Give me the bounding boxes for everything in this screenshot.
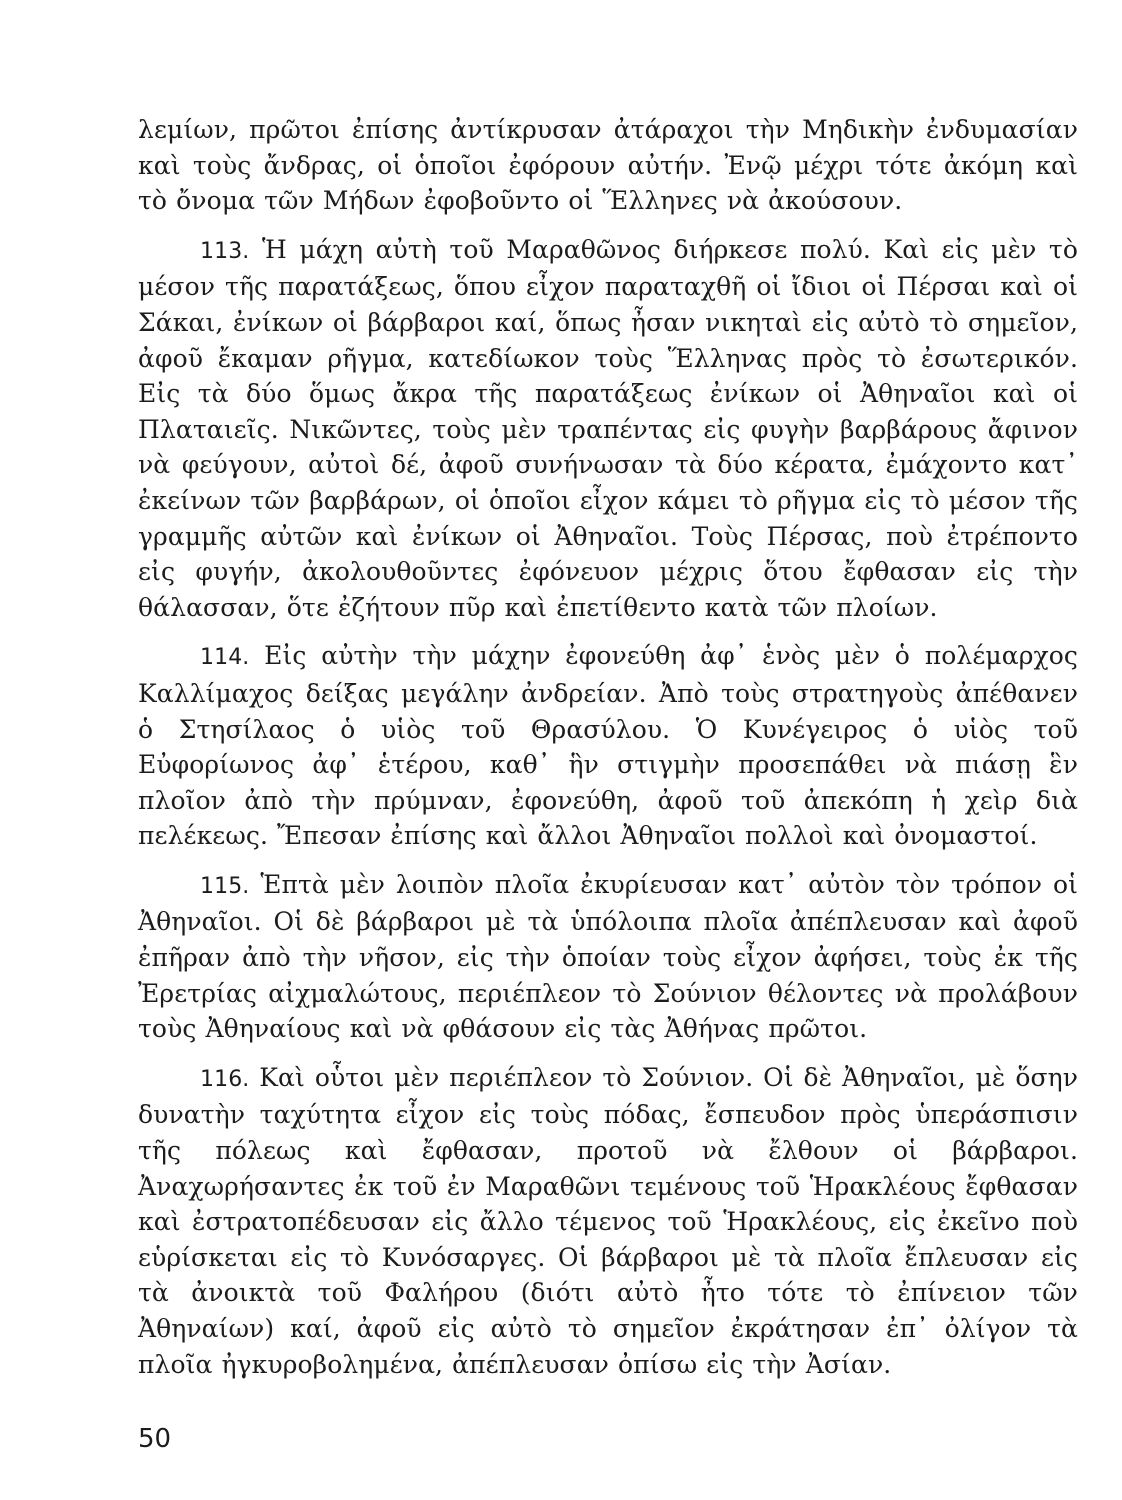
body-text [138, 112, 1078, 1382]
paragraph-number: 114. [200, 645, 250, 671]
paragraph-number: 115. [200, 873, 250, 899]
paragraph-continuation [138, 112, 1078, 219]
paragraph-text: Καὶ οὗτοι μὲν περιέπλεον τὸ Σούνιον. Οἱ δὲ Ἀθηναῖοι, μὲ ὅσην δυνατὴν ταχύτητα εἶχον εἰς τοὺς πόδας, ἔσπευδον πρὸς ὑπεράσπισιν τῆς πόλεως καὶ ἔφθασαν, προτοῦ νὰ ἔλθουν οἱ βάρβαροι. Ἀναχωρήσαντες ἐκ τοῦ ἐν Μαραθῶνι τεμένους τοῦ Ἡρακλέους ἔφθασαν καὶ ἐστρατοπέδευσαν εἰς ἄλλο τέμενος τοῦ Ἡρακλέους, εἰς ἐκεῖνο ποὺ εὑρίσκεται εἰς τὸ Κυνόσαργες. Οἱ βάρβαροι μὲ τὰ πλοῖα ἔπλευσαν εἰς τὰ ἀνοικτὰ τοῦ Φαλήρου (διότι αὐτὸ ἦτο τότε τὸ ἐπίνειον τῶν Ἀθηναίων) καί, ἀφοῦ εἰς αὐτὸ τὸ σημεῖον ἐκράτησαν ἐπ᾽ ὀλίγον τὰ πλοῖα ἠγκυροβολημένα, ἀπέπλευσαν ὀπίσω εἰς τὴν Ἀσίαν. [138, 1062, 1079, 1379]
paragraph-number: 116. [200, 1066, 250, 1092]
paragraph-text: Ἡ μάχη αὐτὴ τοῦ Μαραθῶνος διήρκεσε πολύ. Καὶ εἰς μὲν τὸ μέσον τῆς παρατάξεως, ὅπου εἶχον παραταχθῆ οἱ ἴδιοι οἱ Πέρσαι καὶ οἱ Σάκαι, ἐνίκων οἱ βάρβαροι καί, ὅπως ἦσαν νικηταὶ εἰς αὐτὸ τὸ σημεῖον, ἀφοῦ ἔκαμαν ρῆγμα, κατεδίωκον τοὺς Ἕλληνας πρὸς τὸ ἐσωτερικόν. Εἰς τὰ δύο ὅμως ἄκρα τῆς παρατάξεως ἐνίκων οἱ Ἀθηναῖοι καὶ οἱ Πλαταιεῖς. Νικῶντες, τοὺς μὲν τραπέντας εἰς φυγὴν βαρβάρους ἄφινον νὰ φεύγουν, αὐτοὶ δέ, ἀφοῦ συνήνωσαν τὰ δύο κέρατα, ἐμάχοντο κατ᾽ ἐκείνων τῶν βαρβάρων, οἱ ὁποῖοι εἶχον κάμει τὸ ρῆγμα εἰς τὸ μέσον τῆς γραμμῆς αὐτῶν καὶ ἐνίκων οἱ Ἀθηναῖοι. Τοὺς Πέρσας, ποὺ ἐτρέποντο εἰς φυγήν, ἀκολουθοῦντες ἐφόνευον μέχρις ὅτου ἔφθασαν εἰς τὴν θάλασσαν, ὅτε ἐζήτουν πῦρ καὶ ἐπετίθεντο κατὰ τῶν πλοίων. [138, 234, 1079, 622]
paragraph-113 [138, 232, 1078, 626]
page-number: 50 [138, 1424, 172, 1454]
paragraph-text: Ἑπτὰ μὲν λοιπὸν πλοῖα ἐκυρίευσαν κατ᾽ αὐτὸν τὸν τρόπον οἱ Ἀθηναῖοι. Οἱ δὲ βάρβαροι μὲ τὰ ὑπόλοιπα πλοῖα ἀπέπλευσαν καὶ ἀφοῦ ἐπῆραν ἀπὸ τὴν νῆσον, εἰς τὴν ὁποίαν τοὺς εἶχον ἀφήσει, τοὺς ἐκ τῆς Ἐρετρίας αἰχμαλώτους, περιέπλεον τὸ Σούνιον θέλοντες νὰ προλάβουν τοὺς Ἀθηναίους καὶ νὰ φθάσουν εἰς τὰς Ἀθήνας πρῶτοι. [138, 869, 1079, 1044]
paragraph-text: Εἰς αὐτὴν τὴν μάχην ἐφονεύθη ἀφ᾽ ἑνὸς μὲν ὁ πολέμαρχος Καλλίμαχος δείξας μεγάλην ἀνδρείαν. Ἀπὸ τοὺς στρατηγοὺς ἀπέθανεν ὁ Στησίλαος ὁ υἱὸς τοῦ Θρασύλου. Ὁ Κυνέγειρος ὁ υἱὸς τοῦ Εὐφορίωνος ἀφ᾽ ἑτέρου, καθ᾽ ἣν στιγμὴν προσεπάθει νὰ πιάσῃ ἓν πλοῖον ἀπὸ τὴν πρύμναν, ἐφονεύθη, ἀφοῦ τοῦ ἀπεκόπη ἡ χεὶρ διὰ πελέκεως. Ἔπεσαν ἐπίσης καὶ ἄλλοι Ἀθηναῖοι πολλοὶ καὶ ὀνομαστοί. [138, 641, 1078, 851]
paragraph-text: λεμίων, πρῶτοι ἐπίσης ἀντίκρυσαν ἀτάραχοι τὴν Μηδικὴν ἐνδυμασίαν καὶ τοὺς ἄνδρας, οἱ ὁποῖοι ἐφόρουν αὐτήν. Ἐνῷ μέχρι τότε ἀκόμη καὶ τὸ ὄνομα τῶν Μήδων ἐφοβοῦντο οἱ Ἕλληνες νὰ ἀκούσουν. [138, 115, 1078, 216]
paragraph-114 [138, 638, 1078, 854]
paragraph-116 [138, 1060, 1078, 1382]
paragraph-number: 113. [200, 238, 250, 264]
paragraph-115 [138, 867, 1078, 1047]
